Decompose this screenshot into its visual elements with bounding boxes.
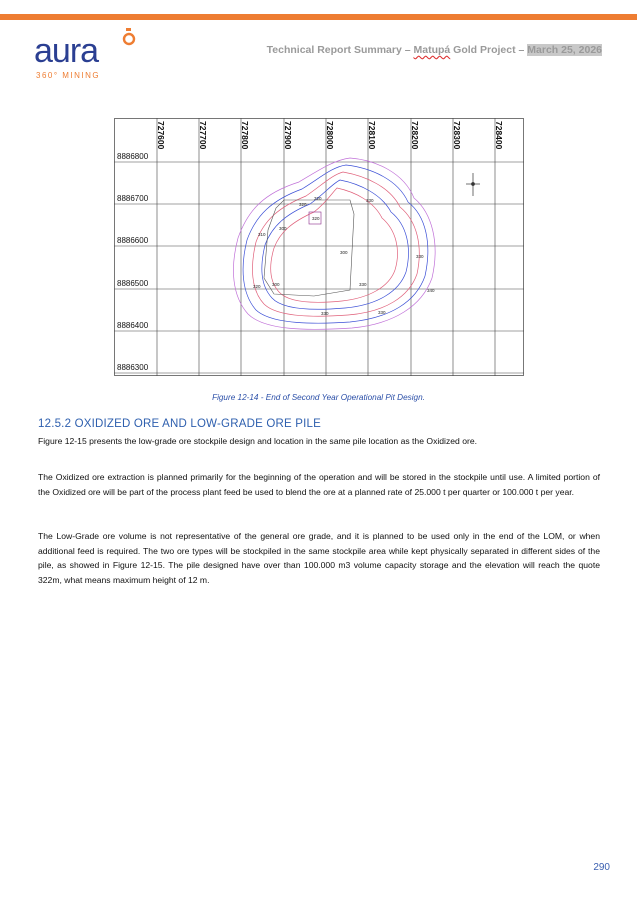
x-tick-label: 728400	[494, 121, 504, 150]
contour-label: 320	[314, 196, 322, 201]
contour-label: 320	[312, 216, 320, 221]
logo-tagline: 360° MINING	[36, 71, 101, 80]
y-tick-label: 8886600	[117, 236, 149, 245]
x-tick-label: 728100	[367, 121, 377, 150]
y-tick-label: 8886800	[117, 152, 149, 161]
contour-label: 300	[279, 226, 287, 231]
y-tick-label: 8886300	[117, 363, 149, 372]
contour-label: 310	[258, 232, 266, 237]
logo-wordmark: aura	[34, 32, 99, 70]
y-tick-label: 8886400	[117, 321, 149, 330]
report-date: March 25, 2026	[527, 44, 602, 56]
x-tick-label: 727700	[198, 121, 208, 150]
x-tick-label: 727900	[283, 121, 293, 150]
report-header-title: Technical Report Summary – Matupá Gold Project – March 25, 2026	[266, 44, 602, 56]
figure-number: Figure 12-14	[212, 393, 259, 402]
x-tick-label: 728300	[452, 121, 462, 150]
contour-label: 340	[427, 288, 435, 293]
paragraph-2: The Oxidized ore extraction is planned primarily for the beginning of the operation and will be stored in the stockpile until use. A limited portion of the Oxidized ore will be part of the process plant feed be used to blend the ore at a planned rate of 25.000 t per quarter or 100.000 t per year.	[38, 472, 600, 497]
y-tick-label: 8886500	[117, 279, 149, 288]
paragraph-3: The Low-Grade ore volume is not representative of the general ore grade, and it is planned to be used only in the end of the LOM, or when additional feed is required. The two ore types will be stockpiled in the same stockpile area while kept physically separated in different sides of the pile, as showed in Figure 12-15. The pile designed have over than 100.000 m3 volume capacity storage and the elevation will reach the quote 322m, what means maximum height of 12 m.	[38, 531, 600, 585]
page-number: 290	[593, 862, 610, 873]
contour-label: 330	[321, 311, 329, 316]
x-tick-label: 727600	[156, 121, 166, 150]
contour-label: 330	[378, 310, 386, 315]
header-accent-bar	[0, 14, 637, 20]
x-tick-label: 728000	[325, 121, 335, 150]
contour-label: 320	[299, 202, 307, 207]
paragraph-1: Figure 12-15 presents the low-grade ore stockpile design and location in the same pile location as the Oxidized ore.	[38, 436, 478, 446]
section-heading: 12.5.2 OXIDIZED ORE AND LOW-GRADE ORE PILE	[38, 418, 321, 430]
company-logo	[34, 26, 164, 82]
logo-ring-icon	[120, 28, 138, 46]
x-tick-label: 728200	[410, 121, 420, 150]
pit-design-figure	[114, 118, 524, 376]
contour-label: 330	[366, 198, 374, 203]
contour-label: 300	[340, 250, 348, 255]
contour-label: 300	[272, 282, 280, 287]
contour-label: 330	[416, 254, 424, 259]
figure-caption-text: - End of Second Year Operational Pit Design.	[258, 393, 425, 402]
y-tick-label: 8886700	[117, 194, 149, 203]
contour-label: 330	[359, 282, 367, 287]
figure-caption	[0, 393, 637, 402]
contour-label: 320	[253, 284, 261, 289]
x-tick-label: 727800	[240, 121, 250, 150]
